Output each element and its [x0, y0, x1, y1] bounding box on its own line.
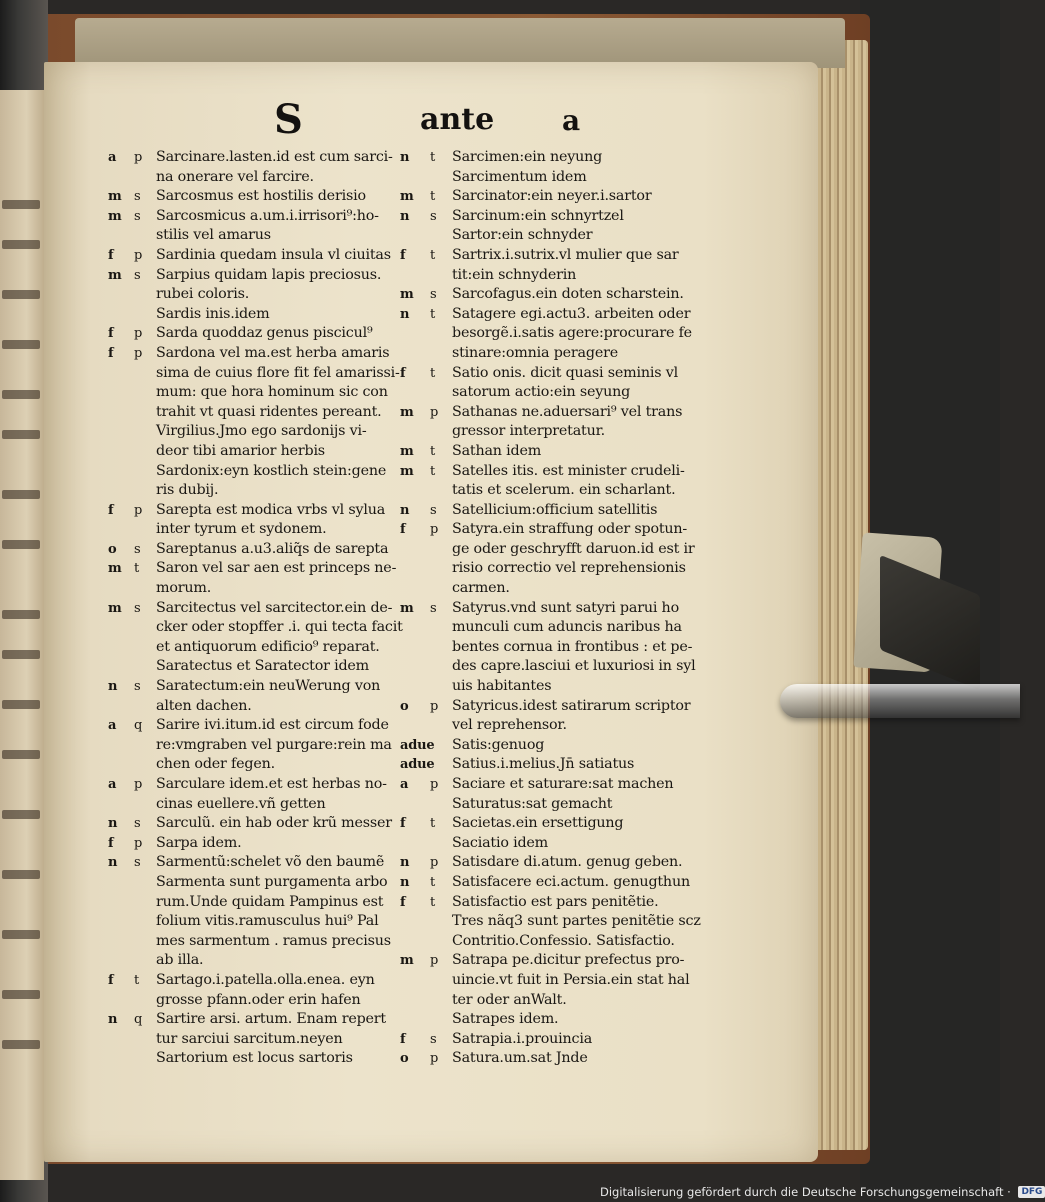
declension-marker: p [134, 777, 143, 792]
dictionary-line [400, 403, 730, 423]
dictionary-line [108, 462, 418, 482]
entry-text: alten dachen. [156, 697, 252, 714]
dictionary-line [108, 951, 418, 971]
entry-text: Satisdare di.atum. genug geben. [452, 854, 683, 871]
dfg-logo: DFG [1018, 1186, 1045, 1198]
entry-text: Saron vel sar aen est princeps ne- [156, 560, 397, 577]
entry-text: Tres nãq3 sunt partes penitẽtie scz [452, 913, 701, 930]
dictionary-line [400, 599, 730, 619]
gender-marker: n [108, 855, 118, 871]
entry-text: Sarire ivi.itum.id est circum fode [156, 717, 389, 734]
declension-marker: s [134, 600, 141, 616]
dictionary-line [108, 285, 418, 305]
gender-marker: n [400, 150, 410, 165]
entry-text: Sarcimen:ein neyung [452, 149, 603, 165]
dictionary-line [108, 324, 418, 344]
declension-marker: s [134, 816, 141, 832]
gender-marker: o [400, 698, 409, 714]
dictionary-line [108, 364, 418, 384]
right-column [400, 148, 730, 1069]
entry-text: Sartor:ein schnyder [452, 227, 593, 244]
entry-text: Sarcimentum idem [452, 168, 587, 185]
declension-marker: s [134, 541, 141, 557]
dictionary-line [108, 403, 418, 423]
gender-marker: m [108, 267, 122, 283]
gender-marker: f [108, 835, 114, 851]
gender-marker: f [108, 502, 114, 518]
gender-marker: m [400, 287, 414, 303]
entry-text: re:vmgraben vel purgare:rein ma [156, 736, 392, 753]
dictionary-line [108, 775, 418, 795]
dictionary-line [400, 873, 730, 893]
dictionary-line [108, 226, 418, 246]
entry-text: Sacietas.ein ersettigung [452, 815, 624, 832]
entry-text: Saratectum:ein neuWerung von [156, 678, 381, 695]
gender-marker: a [108, 150, 117, 165]
entry-text: tatis et scelerum. ein scharlant. [452, 482, 676, 499]
declension-marker: t [430, 365, 436, 381]
entry-text: tit:ein schnyderin [452, 266, 577, 283]
declension-marker: p [430, 404, 439, 420]
entry-text: inter tyrum et sydonem. [156, 521, 327, 538]
footer-credit [600, 1184, 1045, 1200]
dictionary-line [108, 716, 418, 736]
dictionary-line [108, 755, 435, 775]
dictionary-line [108, 873, 418, 893]
dictionary-line [400, 481, 730, 501]
dictionary-line [108, 540, 418, 560]
entry-text: Satius.i.melius.Jn̄ satiatus [452, 756, 635, 773]
entry-text: chen oder fegen. [156, 756, 275, 773]
dictionary-line [108, 912, 418, 932]
gender-marker: n [400, 502, 410, 518]
gender-marker: adue [400, 737, 435, 753]
entry-text: besorgẽ.i.satis agere:procurare fe [452, 325, 692, 342]
dictionary-line [400, 638, 730, 658]
gender-marker: adue [400, 757, 435, 773]
gender-marker: m [108, 561, 122, 577]
dictionary-line [108, 932, 418, 952]
gender-marker: m [400, 404, 414, 420]
dictionary-line [400, 383, 730, 403]
entry-text: Sarmenta sunt purgamenta arbo [156, 873, 388, 890]
dictionary-line [400, 422, 730, 442]
gender-marker: a [108, 718, 117, 734]
dictionary-line [400, 697, 730, 717]
gender-marker: n [108, 816, 118, 832]
declension-marker: t [430, 189, 436, 205]
dictionary-line [400, 1010, 730, 1030]
declension-marker: p [134, 247, 143, 263]
entry-text: Sarcinum:ein schnyrtzel [452, 207, 624, 224]
gender-marker: n [400, 855, 410, 871]
dictionary-line [400, 657, 730, 677]
entry-text: Satisfacere eci.actum. genugthun [452, 873, 690, 890]
dictionary-line [108, 246, 418, 266]
entry-text: cinas euellere.vñ getten [156, 795, 326, 812]
entry-text: satorum actio:ein seyung [452, 384, 631, 401]
dictionary-line [108, 305, 418, 325]
dictionary-line [108, 1030, 418, 1050]
gender-marker: a [400, 777, 409, 792]
declension-marker: p [134, 835, 143, 851]
entry-text: Sarcitectus vel sarcitector.ein de- [156, 599, 393, 616]
entry-text: bentes cornua in frontibus : et pe- [452, 638, 693, 655]
dictionary-line [400, 285, 730, 305]
dictionary-line [108, 207, 418, 227]
declension-marker: s [134, 679, 141, 695]
dictionary-line [400, 324, 730, 344]
facing-page-edge [0, 90, 44, 1180]
dictionary-line [400, 442, 730, 462]
entry-text: Satrapa pe.dicitur prefectus pro- [452, 952, 685, 969]
declension-marker: s [430, 287, 437, 303]
dictionary-line [400, 559, 730, 579]
declension-marker: p [134, 326, 143, 342]
entry-text: gressor interpretatur. [452, 423, 606, 440]
dictionary-line [400, 305, 730, 325]
entry-text: rum.Unde quidam Pampinus est [156, 893, 384, 910]
gender-marker: n [400, 874, 410, 890]
dictionary-line [108, 481, 418, 501]
gender-marker: f [108, 345, 114, 361]
dictionary-line [108, 266, 418, 286]
entry-text: Sathan idem [452, 442, 542, 459]
declension-marker: s [134, 208, 141, 224]
gender-marker: n [108, 1012, 118, 1028]
gender-marker: f [108, 247, 114, 263]
entry-text: Satrapia.i.prouincia [452, 1030, 593, 1047]
entry-text: munculi cum aduncis naribus ha [452, 619, 682, 636]
entry-text: risio correctio vel reprehensionis [452, 560, 686, 577]
declension-marker: t [430, 816, 436, 832]
dictionary-line [400, 344, 730, 364]
dictionary-line [108, 422, 418, 442]
declension-marker: p [134, 150, 143, 165]
dictionary-line [108, 520, 418, 540]
entry-text: Satisfactio est pars penitẽtie. [452, 893, 659, 910]
declension-marker: t [430, 247, 436, 263]
dictionary-line [400, 991, 730, 1011]
gender-marker: m [108, 208, 122, 224]
entry-text: Sarpius quidam lapis preciosus. [156, 266, 382, 283]
entry-text: mes sarmentum . ramus precisus [156, 932, 391, 949]
entry-text: Virgilius.Jmo ego sardonijs vi- [156, 423, 367, 440]
entry-text: Sardona vel ma.est herba amaris [156, 344, 390, 361]
dictionary-line [108, 638, 418, 658]
dictionary-line [108, 559, 418, 579]
entry-text: stilis vel amarus [156, 227, 271, 244]
dictionary-line [108, 344, 418, 364]
entry-text: Satis:genuog [452, 736, 545, 753]
dictionary-line [108, 383, 418, 403]
entry-text: Satyrus.vnd sunt satyri parui ho [452, 599, 679, 616]
book-headband [75, 18, 845, 68]
entry-text: grosse pfann.oder erin hafen [156, 991, 361, 1008]
dictionary-line [400, 462, 730, 482]
dictionary-line [400, 736, 730, 756]
gender-marker: f [400, 1031, 406, 1047]
entry-text: Satrapes idem. [452, 1011, 559, 1028]
entry-text: et antiquorum edificio⁹ reparat. [156, 638, 380, 655]
entry-text: Satyricus.idest satirarum scriptor [452, 697, 691, 714]
declension-marker: q [134, 1012, 143, 1028]
gender-marker: a [108, 777, 117, 792]
declension-marker: t [430, 463, 436, 479]
gender-marker: m [400, 443, 414, 459]
entry-text: Sarculũ. ein hab oder krũ messer [156, 815, 392, 832]
gender-marker: f [400, 365, 406, 381]
glass-pointer-rod [780, 684, 1020, 718]
declension-marker: p [430, 855, 439, 871]
gender-marker: m [400, 463, 414, 479]
declension-marker: p [430, 522, 439, 538]
dictionary-line [108, 148, 418, 168]
entry-text: Satio onis. dicit quasi seminis vl [452, 364, 678, 381]
entry-text: Sarcinare.lasten.id est cum sarci- [156, 149, 393, 165]
dictionary-line [400, 932, 730, 952]
entry-text: stinare:omnia peragere [452, 344, 618, 361]
dictionary-line [400, 755, 730, 775]
entry-text: ab illa. [156, 952, 204, 969]
entry-text: Satellicium:officium satellitis [452, 501, 658, 518]
declension-marker: s [430, 502, 437, 518]
entry-text: Saturatus:sat gemacht [452, 795, 613, 812]
gender-marker: m [108, 600, 122, 616]
entry-text: Sarmentũ:schelet võ den baumẽ [156, 854, 385, 871]
declension-marker: t [134, 561, 140, 577]
dictionary-line [400, 226, 730, 246]
dictionary-line [108, 971, 418, 991]
dictionary-line [108, 893, 418, 913]
entry-text: Sarcofagus.ein doten scharstein. [452, 286, 684, 303]
dictionary-line [400, 1049, 730, 1069]
dictionary-line [108, 618, 418, 638]
dictionary-line [400, 814, 730, 834]
gender-marker: n [400, 208, 410, 224]
dictionary-line [400, 971, 730, 991]
entry-text: Sardinia quedam insula vl ciuitas [156, 246, 391, 263]
header-letter: a [562, 104, 581, 137]
entry-text: deor tibi amarior herbis [156, 442, 325, 459]
declension-marker: s [430, 1031, 437, 1047]
entry-text: vel reprehensor. [452, 717, 567, 734]
declension-marker: t [430, 894, 436, 910]
declension-marker: t [430, 443, 436, 459]
entry-text: Satura.um.sat Jnde [452, 1050, 588, 1067]
entry-text: Saratectus et Saratector idem [156, 658, 370, 675]
entry-text: ris dubij. [156, 482, 219, 499]
gender-marker: m [400, 600, 414, 616]
entry-text: des capre.lasciui et luxuriosi in syl [452, 658, 696, 675]
entry-text: Sardonix:eyn kostlich stein:gene [156, 462, 387, 479]
entry-text: Saciare et saturare:sat machen [452, 776, 674, 792]
gender-marker: m [400, 953, 414, 969]
entry-text: Satyra.ein straffung oder spotun- [452, 521, 688, 538]
header-word: ante [420, 102, 495, 137]
dictionary-line [108, 736, 435, 756]
dictionary-line [400, 246, 730, 266]
declension-marker: p [430, 1051, 439, 1067]
declension-marker: t [134, 972, 140, 988]
gender-marker: f [400, 247, 406, 263]
dictionary-line [400, 266, 730, 286]
gender-marker: f [400, 522, 406, 538]
entry-text: Sartrix.i.sutrix.vl mulier que sar [452, 246, 679, 263]
dictionary-line [400, 834, 730, 854]
dictionary-line [108, 579, 418, 599]
entry-text: Sarpa idem. [156, 834, 242, 851]
declension-marker: t [430, 150, 436, 165]
entry-text: ge oder geschryfft daruon.id est ir [452, 540, 695, 557]
dictionary-line [400, 775, 730, 795]
dictionary-line [108, 853, 418, 873]
header-initial: S [274, 96, 303, 143]
dictionary-line [108, 168, 418, 188]
dictionary-line [108, 1049, 418, 1069]
dictionary-line [400, 912, 730, 932]
footer-text: Digitalisierung gefördert durch die Deutsche Forschungsgemeinschaft · [600, 1184, 1011, 1199]
declension-marker: p [134, 502, 143, 518]
page-header [270, 96, 610, 146]
entry-text: cker oder stopffer .i. qui tecta facit [156, 619, 403, 636]
gender-marker: m [400, 189, 414, 205]
dictionary-line [400, 1030, 730, 1050]
entry-text: Sarda quoddaz genus piscicul⁹ [156, 325, 373, 342]
dictionary-line [400, 364, 730, 384]
entry-text: Sathanas ne.aduersari⁹ vel trans [452, 403, 683, 420]
declension-marker: q [134, 718, 143, 734]
dictionary-line [400, 520, 730, 540]
dictionary-line [108, 795, 418, 815]
declension-marker: p [134, 345, 143, 361]
dictionary-line [400, 207, 730, 227]
dictionary-line [108, 991, 418, 1011]
declension-marker: s [134, 267, 141, 283]
entry-text: morum. [156, 580, 212, 597]
entry-text: sima de cuius flore fit fel amarissi- [156, 364, 400, 381]
entry-text: tur sarciui sarcitum.neyen [156, 1030, 343, 1047]
dictionary-line [400, 853, 730, 873]
dictionary-line [400, 501, 730, 521]
dictionary-line [400, 187, 730, 207]
dictionary-line [400, 716, 730, 736]
declension-marker: p [430, 698, 439, 714]
entry-text: ter oder anWalt. [452, 991, 567, 1008]
dictionary-line [400, 540, 730, 560]
entry-text: Sartago.i.patella.olla.enea. eyn [156, 971, 375, 988]
gender-marker: o [400, 1051, 409, 1067]
left-column [108, 148, 435, 1069]
dictionary-line [400, 148, 730, 168]
entry-text: Satelles itis. est minister crudeli- [452, 462, 685, 479]
dictionary-line [108, 501, 418, 521]
entry-text: mum: que hora hominum sic con [156, 384, 388, 401]
dictionary-line [108, 187, 418, 207]
entry-text: carmen. [452, 580, 510, 597]
gender-marker: f [400, 894, 406, 910]
declension-marker: t [430, 306, 436, 322]
dictionary-line [108, 657, 418, 677]
entry-text: folium vitis.ramusculus hui⁹ Pal [156, 913, 379, 930]
entry-text: Satagere egi.actu3. arbeiten oder [452, 305, 691, 322]
entry-text: Sarcinator:ein neyer.i.sartor [452, 188, 652, 205]
entry-text: uincie.vt fuit in Persia.ein stat hal [452, 971, 690, 988]
dictionary-line [108, 442, 418, 462]
gender-marker: f [108, 326, 114, 342]
gender-marker: m [108, 189, 122, 205]
entry-text: Sardis inis.idem [156, 305, 270, 322]
declension-marker: p [430, 953, 439, 969]
entry-text: trahit vt quasi ridentes pereant. [156, 403, 382, 420]
dictionary-line [108, 834, 418, 854]
entry-text: Sarcosmicus a.um.i.irrisori⁹:ho- [156, 207, 379, 224]
gender-marker: f [400, 816, 406, 832]
dictionary-line [400, 618, 730, 638]
gender-marker: n [400, 306, 410, 322]
entry-text: Sartorium est locus sartoris [156, 1050, 353, 1067]
declension-marker: s [134, 855, 141, 871]
entry-text: Sarculare idem.et est herbas no- [156, 776, 387, 792]
entry-text: uis habitantes [452, 678, 552, 695]
entry-text: Sareptanus a.u3.aliq̃s de sarepta [156, 540, 389, 557]
declension-marker: s [134, 189, 141, 205]
entry-text: na onerare vel farcire. [156, 168, 314, 185]
dictionary-line [400, 677, 730, 697]
dictionary-line [108, 697, 418, 717]
dictionary-line [400, 893, 730, 913]
dictionary-line [400, 579, 730, 599]
dictionary-line [400, 168, 730, 188]
entry-text: Sarcosmus est hostilis derisio [156, 188, 366, 205]
entry-text: rubei coloris. [156, 286, 250, 303]
dictionary-line [108, 814, 418, 834]
declension-marker: s [430, 600, 437, 616]
dictionary-line [400, 795, 730, 815]
gender-marker: n [108, 679, 118, 695]
entry-text: Saciatio idem [452, 834, 549, 851]
entry-text: Sarepta est modica vrbs vl sylua [156, 501, 386, 518]
entry-text: Contritio.Confessio. Satisfactio. [452, 932, 675, 949]
dictionary-line [108, 599, 418, 619]
declension-marker: s [430, 208, 437, 224]
dictionary-line [108, 677, 418, 697]
dictionary-line [400, 951, 730, 971]
entry-text: Sartire arsi. artum. Enam repert [156, 1011, 386, 1028]
declension-marker: t [430, 874, 436, 890]
declension-marker: p [430, 777, 439, 792]
dictionary-line [108, 1010, 418, 1030]
gender-marker: f [108, 972, 114, 988]
gender-marker: o [108, 541, 117, 557]
